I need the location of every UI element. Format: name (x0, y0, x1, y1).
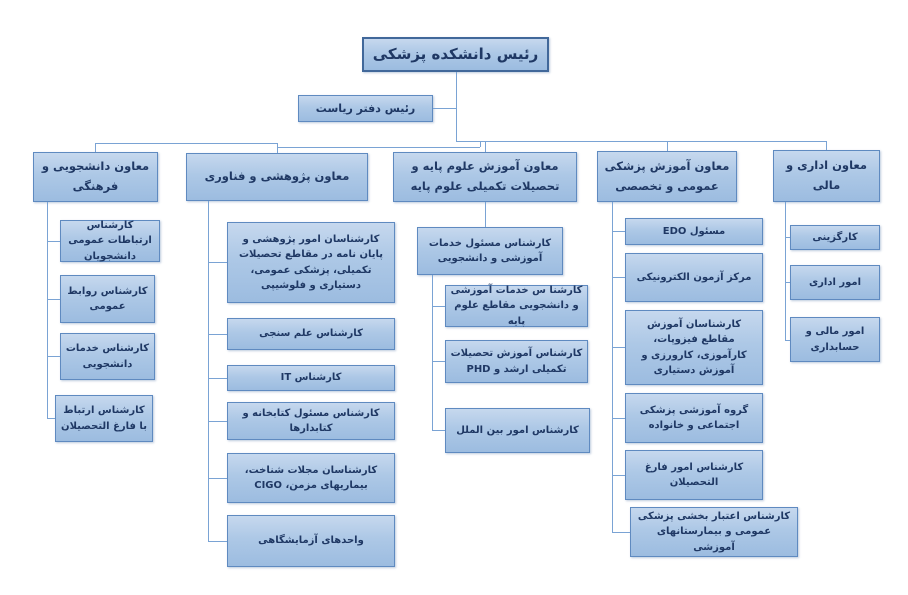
node-education-student-services-chief-expert: کارشناس مسئول خدمات آموزشی و دانشجویی (417, 227, 563, 275)
connector-stub (432, 306, 445, 307)
connector-root-vertical (456, 72, 457, 141)
connector-spine-branch5 (785, 202, 786, 340)
node-public-relations-expert: کارشناس روابط عمومی (60, 275, 155, 323)
node-deputy-admin-finance: معاون اداری و مالی (773, 150, 880, 202)
node-graduates-affairs-expert: کارشناس امور فارغ التحصیلان (625, 450, 763, 500)
connector-stub (612, 418, 625, 419)
connector-spine-branch3 (432, 275, 433, 430)
connector-spine-branch2 (208, 201, 209, 541)
connector-stub (612, 231, 625, 232)
connector-stub (208, 421, 227, 422)
connector-stub (208, 334, 227, 335)
node-deputy-research-technology: معاون پژوهشی و فناوری (186, 153, 368, 201)
node-personnel-office: کارگزینی (790, 225, 880, 250)
node-community-family-medicine-group: گروه آموزشی پزشکی اجتماعی و خانواده (625, 393, 763, 443)
node-office-head: رئیس دفتر ریاست (298, 95, 433, 122)
node-clinical-education-experts: کارشناسان آموزش مقاطع فیزوپات، کارآموزی، کارورزی و آموزش دستیاری (625, 310, 763, 385)
node-library-expert: کارشناس مسئول کتابخانه و کتابدارها (227, 402, 395, 440)
node-electronic-exam-center: مرکز آزمون الکترونیکی (625, 253, 763, 302)
node-journals-experts: کارشناسان مجلات شناخت، بیماریهای مزمن، CIGO (227, 453, 395, 503)
node-deputy-student-cultural: معاون دانشجویی و فرهنگی (33, 152, 158, 202)
connector-stub (785, 282, 790, 283)
connector-spine-branch1 (47, 202, 48, 418)
connector-stub (47, 356, 60, 357)
node-research-thesis-experts: کارشناسان امور پژوهشی و پایان نامه در مقاطع تحصیلات تکمیلی، پزشکی عمومی، دستیاری و فلوشیپی (227, 222, 395, 303)
node-it-expert: کارشناس IT (227, 365, 395, 391)
connector-drop-branch1 (95, 143, 96, 152)
connector-stub (612, 475, 625, 476)
connector-drop-branch2 (277, 143, 278, 153)
node-alumni-relations-expert: کارشناس ارتباط با فارغ التحصیلان (55, 395, 153, 442)
node-edo-officer: مسئول EDO (625, 218, 763, 245)
connector-drop-branch4 (667, 141, 668, 151)
connector-stub (47, 241, 60, 242)
node-scientometrics-expert: کارشناس علم سنجی (227, 318, 395, 350)
node-basic-sciences-services-expert: کارشنا س خدمات آموزشی و دانشجویی مقاطع علوم پایه (445, 285, 588, 327)
connector-rail-left (95, 143, 277, 144)
connector-stub (208, 541, 227, 542)
node-student-public-communications-expert: کارشناس ارتباطات عمومی دانشجویان (60, 220, 160, 262)
node-finance-accounting: امور مالی و حسابداری (790, 317, 880, 362)
connector-stub (432, 361, 445, 362)
connector-stub (208, 378, 227, 379)
connector-office-stub (433, 108, 456, 109)
connector-stub (612, 532, 630, 533)
node-deputy-basic-sciences: معاون آموزش علوم پایه و تحصیلات تکمیلی علوم پایه (393, 152, 577, 202)
connector-stub (432, 430, 445, 431)
connector-rail-mid (277, 147, 480, 148)
connector-rail-right (456, 141, 826, 142)
connector-stub (47, 418, 55, 419)
node-laboratory-units: واحدهای آزمایشگاهی (227, 515, 395, 567)
node-dean: رئیس دانشکده پزشکی (362, 37, 549, 72)
connector-stub (785, 237, 790, 238)
node-graduate-phd-education-expert: کارشناس آموزش تحصیلات تکمیلی ارشد و PHD (445, 340, 588, 383)
connector-stub (612, 347, 625, 348)
connector-stub (785, 340, 790, 341)
connector-stub (612, 277, 625, 278)
connector-spine-branch4 (612, 202, 613, 532)
node-international-affairs-expert: کارشناس امور بین الملل (445, 408, 590, 453)
connector-branch3-child (485, 202, 486, 227)
connector-stub (208, 262, 227, 263)
connector-stub (208, 478, 227, 479)
node-deputy-medical-education: معاون آموزش پزشکی عمومی و تخصصی (597, 151, 737, 202)
connector-drop-branch3 (485, 141, 486, 152)
connector-drop-branch5 (826, 141, 827, 150)
node-accreditation-expert: کارشناس اعتبار بخشی پزشکی عمومی و بیمارستانهای آموزشی (630, 507, 798, 557)
connector-stub (47, 299, 60, 300)
node-administrative-affairs: امور اداری (790, 265, 880, 300)
node-student-services-expert: کارشناس خدمات دانشجویی (60, 333, 155, 380)
